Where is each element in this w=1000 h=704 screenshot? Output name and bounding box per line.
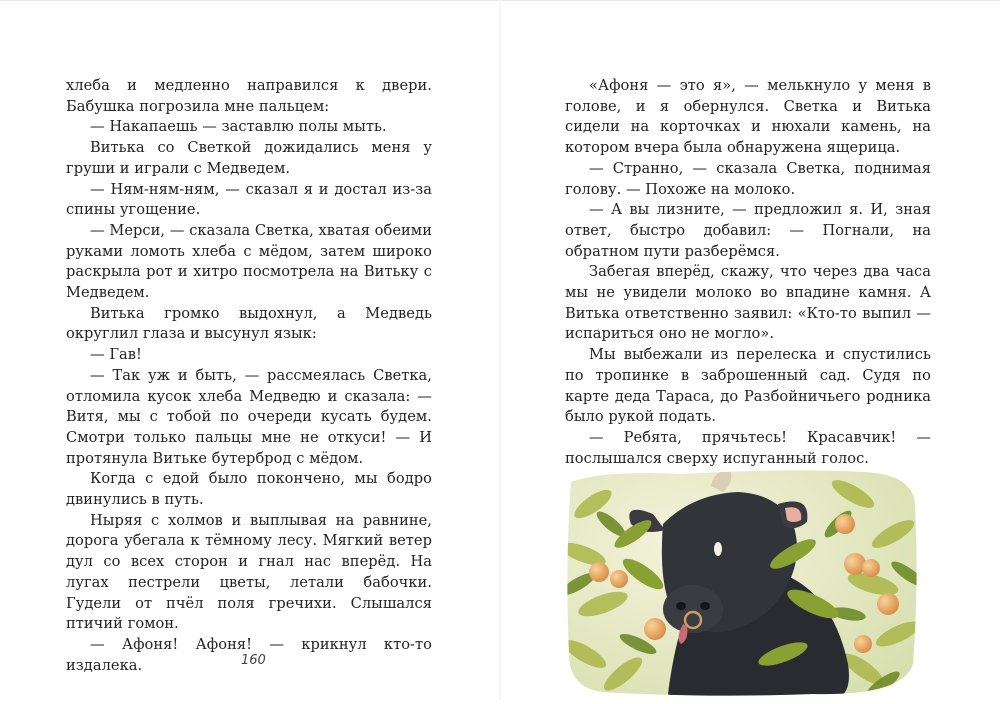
paragraph: — Накапаешь — заставлю полы мыть. (90, 118, 387, 136)
paragraph: «Афоня — это я», — мелькнуло у меня в голове, и я обернулся. Светка и Витька сидели на корточках и нюхали камень, на котором вчера была обнаружена ящерица. (565, 77, 931, 157)
paragraph: — Странно, — сказала Светка, поднимая голову. — Похоже на молоко. (565, 159, 931, 198)
right-page (500, 0, 1000, 700)
paragraph: Витька со Светкой дожидались меня у груши и играли с Медведем. (66, 139, 432, 177)
paragraph: — Мерси, — сказала Светка, хватая обеими руками ломоть хлеба с мёдом, затем широко раскрыла рот и хитро посмотрела на Витьку с Медведем. (66, 221, 432, 302)
bull-illustration (563, 464, 921, 700)
paragraph: хлеба и медленно направился к двери. Бабушка погрозила мне пальцем: (66, 77, 432, 115)
paragraph: Ныряя с холмов и выплывая на равнине, дорога убегала к тёмному лесу. Мягкий ветер дул со всех сторон и гнал нас вперёд. На лугах пестрели цветы, летали бабочки. Гудели от пчёл поля гречихи. Слышался птичий гомон. (66, 511, 432, 633)
page-number: 160 (241, 653, 266, 668)
paragraph: Витька громко выдохнул, а Медведь округлил глаза и высунул язык: (66, 304, 432, 343)
paragraph: — Ребята, прячьтесь! Красавчик! — послышался сверху испуганный голос. (565, 428, 931, 467)
left-page-text (66, 76, 432, 676)
bull-in-orchard-picture (563, 464, 921, 700)
paragraph: — Гав! (90, 346, 142, 364)
left-page (0, 0, 500, 700)
paragraph: Когда с едой было покончено, мы бодро двинулись в путь. (66, 470, 432, 509)
paragraph: — Афоня! Афоня! — крикнул кто-то издалека. (66, 635, 432, 674)
paragraph: — Ням-ням-ням, — сказал я и достал из-за спины угощение. (66, 180, 432, 219)
paragraph: — Так уж и быть, — рассмеялась Светка, отломила кусок хлеба Медведю и сказала: — Витя, мы с тобой по очереди кусать будем. Смотри только пальцы мне не откуси! — И протянула Витьке бутерброд с мёдом. (66, 366, 432, 467)
paragraph: Мы выбежали из перелеска и спустились по тропинке в заброшенный сад. Судя по карте деда Тараса, до Разбойничьего родника было рукой подать. (565, 346, 931, 426)
right-page-text (565, 76, 931, 469)
paragraph: Забегая вперёд, скажу, что через два часа мы не увидели молоко во впадине камня. А Витька ответственно заявил: «Кто-то выпил — испариться оно не могло». (565, 263, 931, 343)
paragraph: — А вы лизните, — предложил я. И, зная ответ, быстро добавил: — Погнали, на обратном пути разберёмся. (565, 201, 931, 260)
